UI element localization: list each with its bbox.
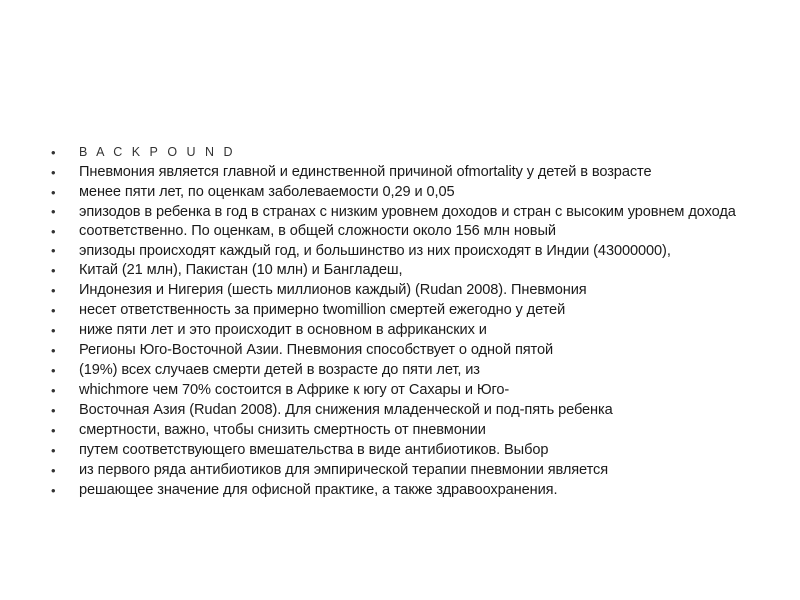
bullet-line: • путем соответствующего вмешательства в виде антибиотиков. Выбор (51, 442, 751, 459)
bullet-line: • решающее значение для офисной практике, а также здравоохранения. (51, 482, 751, 499)
bullet-line: • Регионы Юго-Восточной Азии. Пневмония способствует о одной пятой (51, 342, 751, 359)
bullet-line: • эпизодов в ребенка в год в странах с низким уровнем доходов и стран с высоким уровнем дохода (51, 204, 751, 220)
bullet-line: • смертности, важно, чтобы снизить смертность от пневмонии (51, 422, 751, 439)
bullet-line: • Индонезия и Нигерия (шесть миллионов каждый) (Rudan 2008). Пневмония (51, 282, 751, 299)
bullet-line: • менее пяти лет, по оценкам заболеваемости 0,29 и 0,05 (51, 184, 751, 201)
bullet-line: • из первого ряда антибиотиков для эмпирической терапии пневмонии является (51, 462, 751, 479)
bullet-line: • (19%) всех случаев смерти детей в возрасте до пяти лет, из (51, 362, 751, 379)
bullet-line: • несет ответственность за примерно twomillion смертей ежегодно у детей (51, 302, 751, 319)
bullet-heading: • B A C K Р O U N D (51, 144, 751, 161)
bullet-line: • whichmore чем 70% состоится в Африке к югу от Сахары и Юго- (51, 382, 751, 399)
bullet-line: • Восточная Азия (Rudan 2008). Для снижения младенческой и под-пять ребенка (51, 402, 751, 419)
bullet-list (51, 144, 751, 502)
bullet-line: • Китай (21 млн), Пакистан (10 млн) и Бангладеш, (51, 262, 751, 279)
bullet-line: • ниже пяти лет и это происходит в основном в африканских и (51, 322, 751, 339)
bullet-line: • эпизоды происходят каждый год, и большинство из них происходят в Индии (43000000), (51, 243, 751, 259)
bullet-line: • Пневмония является главной и единственной причиной ofmortality у детей в возрасте (51, 164, 751, 181)
bullet-line: • соответственно. По оценкам, в общей сложности около 156 млн новый (51, 223, 751, 240)
